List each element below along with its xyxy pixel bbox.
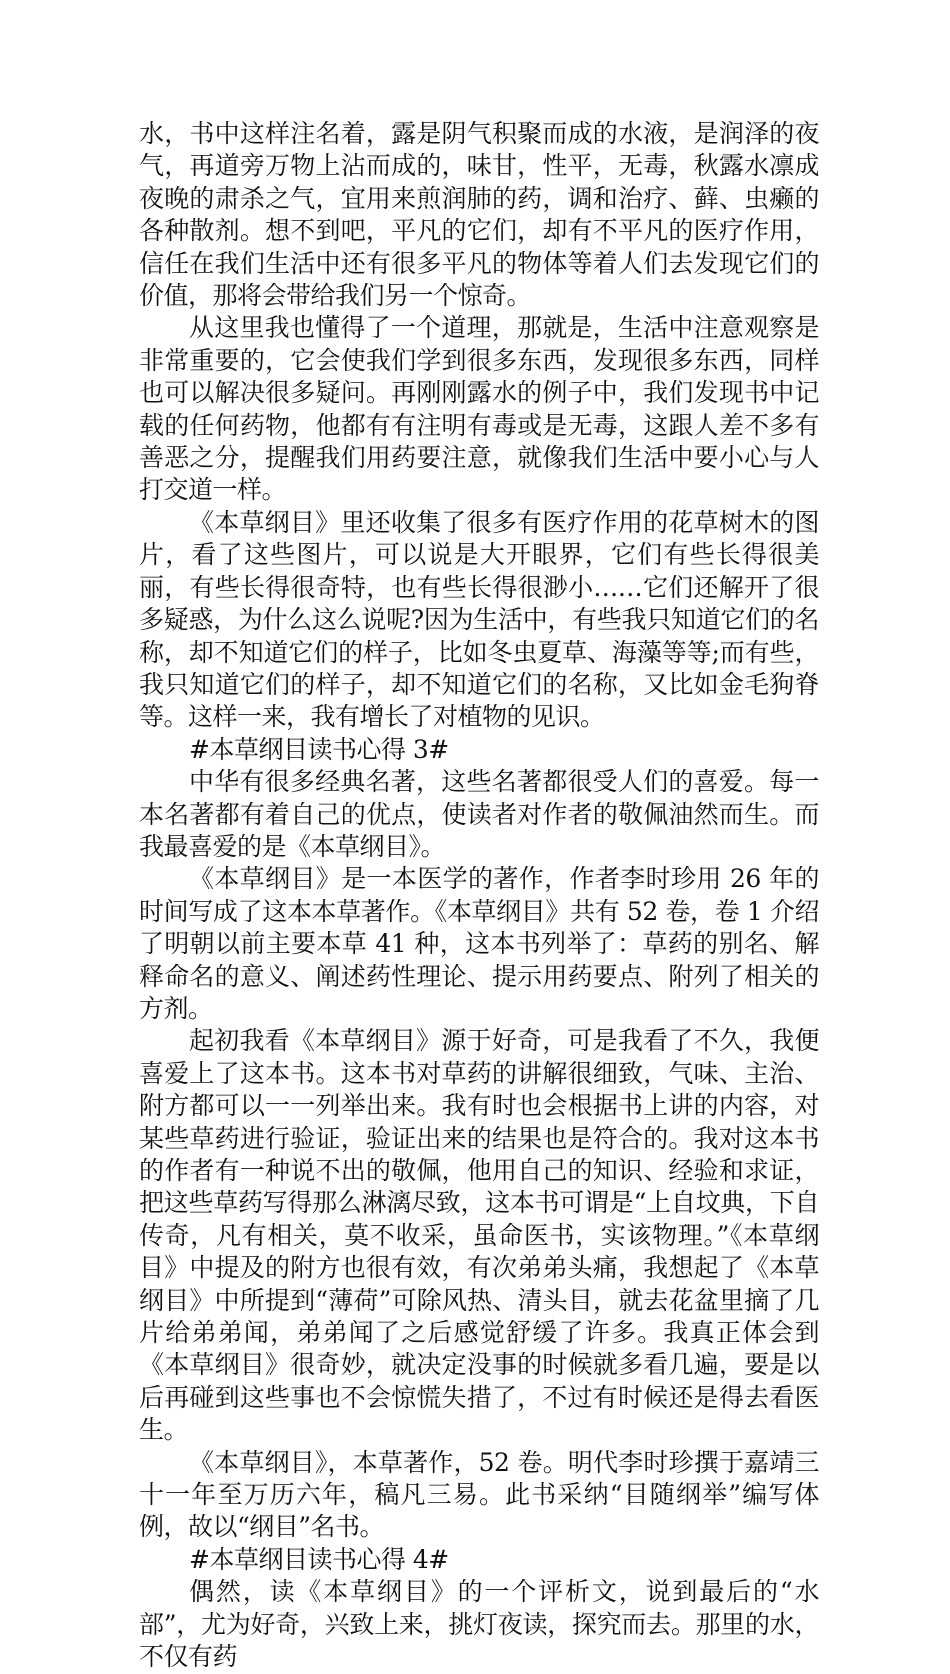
paragraph-reading-experience: 起初我看《本草纲目》源于好奇，可是我看了不久，我便喜爱上了这本书。这本书对草药的讲解很细致，气味、主治、附方都可以一一列举出来。我有时也会根据书上讲的内容，对某些草药进行验证，验证出来的结果也是符合的。我对这本书的作者有一种说不出的敬佩，他用自己的知识、经验和求证，把这些草药写得那么淋漓尽致，这本书可谓是“上自坟典，下自传奇，凡有相关，莫不收采，虽命医书，实该物理。”《本草纲目》中提及的附方也很有效，有次弟弟头痛，我想起了《本草纲目》中所提到“薄荷”可除风热、清头目，就去花盆里摘了几片给弟弟闻，弟弟闻了之后感觉舒缓了许多。我真正体会到《本草纲目》很奇妙，就决定没事的时候就多看几遍，要是以后再碰到这些事也不会惊慌失措了，不过有时候还是得去看医生。 bbox=[139, 1026, 819, 1445]
paragraph-book-summary: 《本草纲目》，本草著作，52 卷。明代李时珍撰于嘉靖三十一年至万历六年，稿凡三易。此书采纳“目随纲举”编写体例，故以“纲目”名书。 bbox=[139, 1447, 819, 1542]
paragraph-observation: 从这里我也懂得了一个道理，那就是，生活中注意观察是非常重要的，它会使我们学到很多东西，发现很多东西，同样也可以解决很多疑问。再刚刚露水的例子中，我们发现书中记载的任何药物，他都有有注明有毒或是无毒，这跟人差不多有善恶之分，提醒我们用药要注意，就像我们生活中要小心与人打交道一样。 bbox=[139, 313, 819, 505]
paragraph-book-intro: 《本草纲目》是一本医学的著作，作者李时珍用 26 年的时间写成了这本本草著作。《本草纲目》共有 52 卷，卷 1 介绍了明朝以前主要本草 41 种，这本书列举了：草药的别名、解释命名的意义、阐述药性理论、提示用药要点、附列了相关的方剂。 bbox=[139, 864, 819, 1023]
paragraph-continued: 水，书中这样注名着，露是阴气积聚而成的水液，是润泽的夜气，再道旁万物上沾而成的，味甘，性平，无毒，秋露水凛成夜晚的肃杀之气，宜用来煎润肺的药，调和治疗、藓、虫癞的各种散剂。想不到吧，平凡的它们，却有不平凡的医疗作用，信任在我们生活中还有很多平凡的物体等着人们去发现它们的价值，那将会带给我们另一个惊奇。 bbox=[139, 119, 819, 311]
paragraph-images: 《本草纲目》里还收集了很多有医疗作用的花草树木的图片，看了这些图片，可以说是大开眼界，它们有些长得很美丽，有些长得很奇特，也有些长得很渺小……它们还解开了很多疑惑，为什么这么说呢?因为生活中，有些我只知道它们的名称，却不知道它们的样子，比如冬虫夏草、海藻等等;而有些，我只知道它们的样子，却不知道它们的名称，又比如金毛狗脊等。这样一来，我有增长了对植物的见识。 bbox=[139, 507, 819, 732]
paragraph-classics: 中华有很多经典名著，这些名著都很受人们的喜爱。每一本名著都有着自己的优点，使读者对作者的敬佩油然而生。而我最喜爱的是《本草纲目》。 bbox=[139, 767, 819, 861]
document-body bbox=[139, 118, 819, 1674]
section-heading-4: #本草纲目读书心得 4# bbox=[189, 1544, 449, 1574]
section-heading-3: #本草纲目读书心得 3# bbox=[189, 734, 449, 764]
paragraph-water-section: 偶然，读《本草纲目》的一个评析文，说到最后的“水部”，尤为好奇，兴致上来，挑灯夜读，探究而去。那里的水，不仅有药 bbox=[139, 1577, 819, 1672]
